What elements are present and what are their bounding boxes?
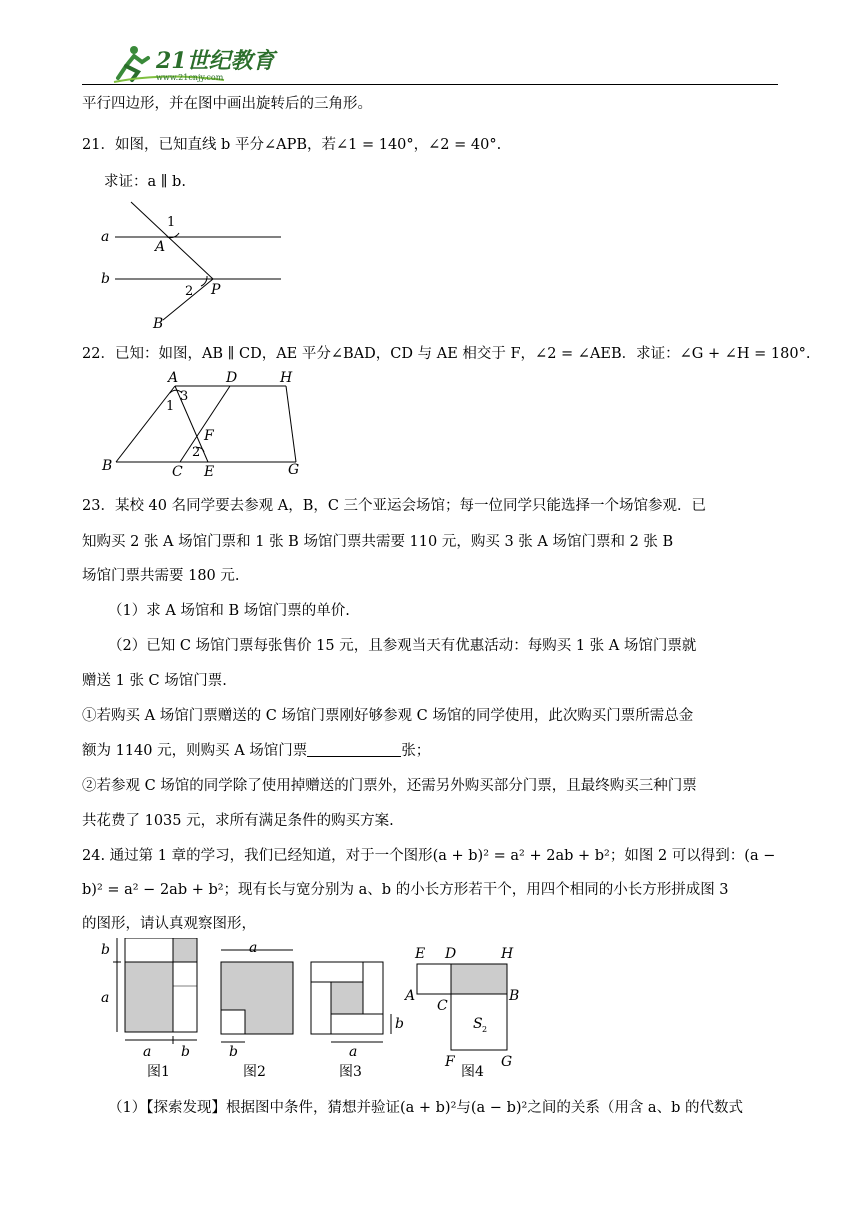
caption-fig1: 图1 — [147, 1064, 170, 1080]
question-23-line1: 23．某校 40 名同学要去参观 A，B，C 三个亚运会场馆；每一位同学只能选择一个场馆参观．已 — [82, 498, 707, 514]
question-23-line2: 知购买 2 张 A 场馆门票和 1 张 B 场馆门票共需要 110 元，购买 3 张 A 场馆门票和 2 张 B — [82, 534, 674, 550]
label-H: H — [501, 946, 514, 962]
question-21-prove: 求证：a ∥ b. — [104, 174, 186, 190]
figure-21 — [95, 194, 295, 332]
caption-fig2: 图2 — [243, 1064, 266, 1080]
label-H: H — [280, 370, 293, 386]
label-C: C — [172, 464, 183, 480]
figure-22 — [100, 366, 310, 480]
label-a: a — [101, 990, 110, 1006]
label-b: b — [395, 1016, 404, 1032]
question-24-part1: （1）【探索发现】根据图中条件，猜想并验证(a + b)²与(a − b)²之间的关系（用含 a、b 的代数式 — [108, 1100, 743, 1116]
text-line: 平行四边形，并在图中画出旋转后的三角形。 — [82, 96, 372, 112]
label-C: C — [437, 998, 448, 1014]
figure-24-1 — [101, 938, 197, 1080]
label-b: b — [229, 1044, 238, 1060]
question-23-case1a: ①若购买 A 场馆门票赠送的 C 场馆门票刚好够参观 C 场馆的同学使用，此次购买门票所需总金 — [82, 708, 694, 724]
label-b: b — [181, 1044, 190, 1060]
answer-blank[interactable] — [307, 742, 401, 757]
question-24-line1: 24. 通过第 1 章的学习，我们已经知道，对于一个图形(a + b)² = a² + 2ab + b²；如图 2 可以得到：(a − — [82, 848, 776, 864]
question-23-line3: 场馆门票共需要 180 元. — [82, 568, 240, 584]
angle-1: 1 — [166, 399, 175, 414]
label-F: F — [445, 1054, 455, 1070]
label-a: a — [101, 229, 110, 245]
label-b: b — [101, 271, 110, 287]
angle-2: 2 — [192, 445, 201, 460]
figure-24-3 — [311, 962, 404, 1080]
logo-text: 21世纪教育 — [156, 48, 275, 74]
question-22: 22．已知：如图，AB ∥ CD，AE 平分∠BAD，CD 与 AE 相交于 F，∠2 = ∠AEB．求证：∠G + ∠H = 180°. — [82, 346, 811, 362]
angle-1: 1 — [167, 215, 176, 230]
case1b-text: 额为 1140 元，则购买 A 场馆门票 — [82, 743, 308, 759]
label-A: A — [155, 239, 166, 255]
label-S2-sub: 2 — [482, 1025, 488, 1034]
label-B: B — [102, 458, 113, 474]
figure-24 — [95, 938, 535, 1082]
label-a: a — [349, 1044, 358, 1060]
label-E: E — [415, 946, 426, 962]
label-a: a — [143, 1044, 152, 1060]
site-logo — [104, 42, 279, 84]
question-23-case1b — [82, 741, 430, 761]
question-23-part2a: （2）已知 C 场馆门票每张售价 15 元，且参观当天有优惠活动：每购买 1 张 A 场馆门票就 — [108, 638, 697, 654]
label-F: F — [204, 428, 214, 444]
label-S2: S — [473, 1016, 483, 1032]
header-rule — [82, 84, 778, 85]
angle-3: 3 — [180, 389, 189, 404]
question-21: 21．如图，已知直线 b 平分∠APB，若∠1 = 140°，∠2 = 40°. — [82, 137, 502, 153]
label-G: G — [501, 1054, 513, 1070]
case1b-suffix: 张； — [401, 743, 431, 759]
label-A: A — [168, 370, 179, 386]
label-D: D — [445, 946, 457, 962]
logo-url: www.21cnjy.com — [156, 73, 224, 82]
question-23-part1: （1）求 A 场馆和 B 场馆门票的单价. — [108, 603, 350, 619]
label-P: P — [211, 282, 221, 298]
question-24-line2: b)² = a² − 2ab + b²；现有长与宽分别为 a、b 的小长方形若干个，用四个相同的小长方形拼成图 3 — [82, 882, 729, 898]
label-D: D — [226, 370, 238, 386]
label-B: B — [153, 316, 164, 332]
caption-fig4: 图4 — [461, 1064, 484, 1080]
question-23-part2b: 赠送 1 张 C 场馆门票. — [82, 673, 227, 689]
label-A: A — [405, 988, 416, 1004]
label-B: B — [509, 988, 520, 1004]
question-24-line3: 的图形，请认真观察图形， — [82, 916, 256, 932]
question-23-case2b: 共花费了 1035 元，求所有满足条件的购买方案. — [82, 813, 394, 829]
figure-24-2 — [221, 940, 293, 1080]
angle-2: 2 — [185, 284, 194, 299]
label-b: b — [101, 942, 110, 958]
figure-24-4 — [403, 946, 519, 1080]
label-G: G — [288, 462, 300, 478]
caption-fig3: 图3 — [339, 1064, 362, 1080]
label-a: a — [249, 940, 258, 956]
question-23-case2a: ②若参观 C 场馆的同学除了使用掉赠送的门票外，还需另外购买部分门票，且最终购买三种门票 — [82, 778, 697, 794]
label-E: E — [204, 464, 215, 480]
